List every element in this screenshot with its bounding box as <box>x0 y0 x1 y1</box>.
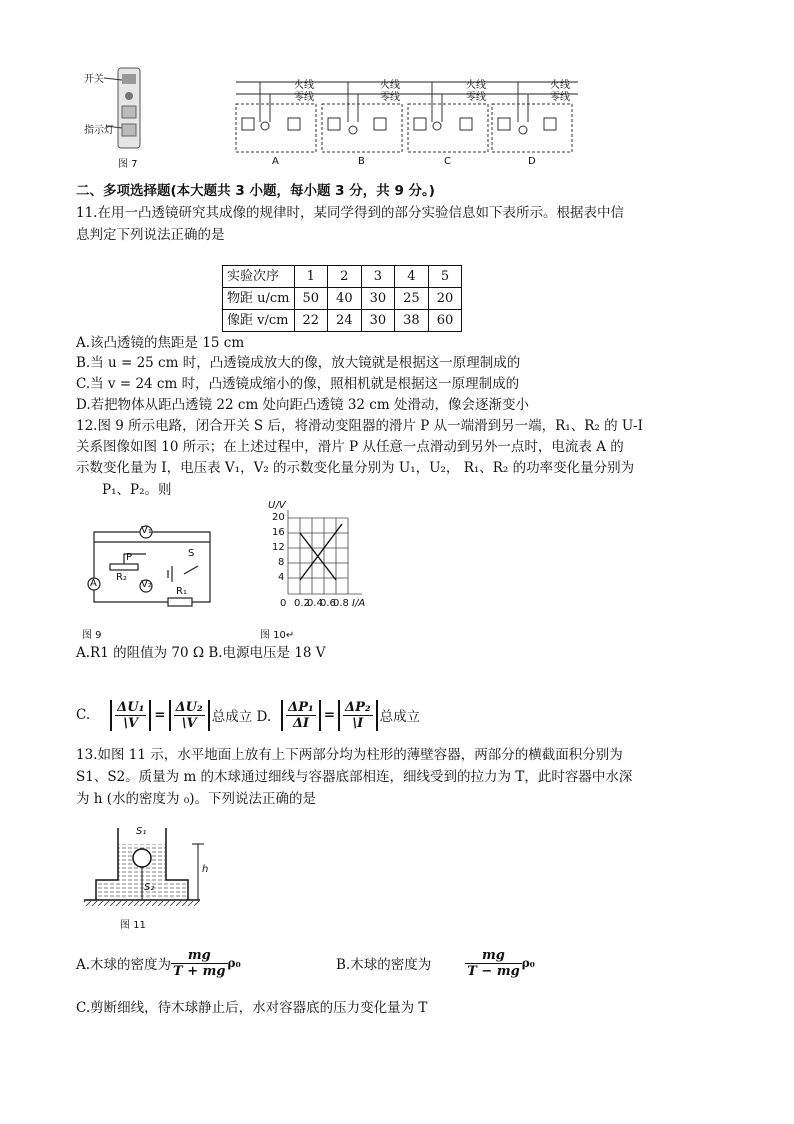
neutral-wire-label: 零线 <box>550 92 570 103</box>
abs-fraction <box>281 700 321 731</box>
rho-symbol: ρ₀ <box>227 956 241 970</box>
q11-option-d: D.若把物体从距凸透镜 22 cm 处向距凸透镜 32 cm 处滑动，像会逐渐变小 <box>76 397 529 413</box>
option-label: B <box>358 156 365 167</box>
x-axis-label: I/A <box>352 598 366 609</box>
q11-stem-line-2: 息判定下列说法正确的是 <box>76 227 225 243</box>
option-c-suffix: 总成立 D. <box>211 709 272 725</box>
q12-stem-line-3: 示数变化量为 I，电压表 V₁，V₂ 的示数变化量分别为 U₁，U₂， R₁、R₂ 的功率变化量分别为 <box>76 460 635 476</box>
denominator: T − mg <box>467 963 520 979</box>
r2-label: R₂ <box>116 572 127 583</box>
q11-stem-line-1: 11.在用一凸透镜研究其成像的规律时，某同学得到的部分实验信息如下表所示。根据表中信 <box>76 205 624 221</box>
table-cell: 4 <box>395 266 429 288</box>
q13-stem-line-3: 为 h (水的密度为 ₀)。下列说法正确的是 <box>76 791 317 807</box>
s2-label: S₂ <box>144 882 155 893</box>
table-cell: 24 <box>328 310 362 332</box>
table-cell: 像距 v/cm <box>223 310 295 332</box>
table-cell: 实验次序 <box>223 266 295 288</box>
wiring-option-a <box>232 76 324 168</box>
option-label: C <box>444 156 451 167</box>
option-c-label: C. <box>76 707 91 723</box>
neutral-wire-label: 零线 <box>380 92 400 103</box>
ammeter-label: A <box>90 578 97 589</box>
wiring-option-c <box>404 76 496 168</box>
option-label: A <box>272 156 279 167</box>
tick-label: 12 <box>272 542 285 553</box>
table-cell: 50 <box>294 288 328 310</box>
q13-option-b <box>336 940 535 986</box>
switch-s-label: S <box>188 548 195 559</box>
table-cell: 3 <box>361 266 395 288</box>
h-label: h <box>202 864 209 875</box>
slider-p-label: P <box>126 552 133 563</box>
density-fraction <box>171 948 227 979</box>
y-axis-label: U/V <box>268 500 286 511</box>
table-cell: 30 <box>361 310 395 332</box>
live-wire-label: 火线 <box>466 80 486 91</box>
indicator-label: 指示灯 <box>84 125 114 136</box>
table-row <box>223 310 462 332</box>
q13-option-c: C.剪断细线，待木球静止后，水对容器底的压力变化量为 T <box>76 1000 428 1016</box>
table-cell: 38 <box>395 310 429 332</box>
numerator: ΔP₂ <box>345 699 371 715</box>
denominator: \V <box>181 715 197 731</box>
q12-option-ab: A.R1 的阻值为 70 Ω B.电源电压是 18 V <box>76 645 326 661</box>
figure-7-power-strip <box>84 66 154 170</box>
tick-label: 0.4 <box>307 598 323 609</box>
table-cell: 25 <box>395 288 429 310</box>
q13-option-a <box>76 940 241 986</box>
table-row <box>223 288 462 310</box>
numerator: ΔU₂ <box>175 699 203 715</box>
table-row <box>223 266 462 288</box>
q12-stem-line-2: 关系图像如图 10 所示；在上述过程中，滑片 P 从任意一点滑动到另外一点时，电流表 A 的 <box>76 439 624 455</box>
tick-label: 8 <box>278 557 285 568</box>
lens-data-table <box>222 265 462 332</box>
abs-fraction <box>338 700 378 731</box>
tick-label: 0.6 <box>320 598 336 609</box>
tick-label: 0.2 <box>294 598 310 609</box>
tick-label: 4 <box>278 572 285 583</box>
equals-sign: = <box>154 707 166 723</box>
switch-label: 开关 <box>84 74 104 85</box>
option-b-prefix: B.木球的密度为 <box>336 957 432 973</box>
section-title: 二、多项选择题(本大题共 3 小题，每小题 3 分，共 9 分。) <box>76 183 435 199</box>
neutral-wire-label: 零线 <box>466 92 486 103</box>
table-cell: 30 <box>361 288 395 310</box>
figure-9-caption: 图 9 <box>82 630 102 641</box>
table-cell: 物距 u/cm <box>223 288 295 310</box>
live-wire-label: 火线 <box>380 80 400 91</box>
table-cell: 40 <box>328 288 362 310</box>
figure-10-caption: 图 10↵ <box>260 630 295 641</box>
numerator: mg <box>171 948 227 964</box>
denominator: T + mg <box>173 963 226 979</box>
v2-label: V₂ <box>141 579 152 590</box>
table-cell: 22 <box>294 310 328 332</box>
denominator: \V <box>123 715 139 731</box>
option-d-suffix: 总成立 <box>379 709 421 725</box>
numerator: ΔP₁ <box>288 699 314 715</box>
q11-option-b: B.当 u = 25 cm 时，凸透镜成放大的像，放大镜就是根据这一原理制成的 <box>76 355 521 371</box>
live-wire-label: 火线 <box>550 80 570 91</box>
q12-option-cd <box>76 690 420 740</box>
wiring-option-d <box>488 76 580 168</box>
wiring-option-b <box>318 76 410 168</box>
numerator: mg <box>465 948 521 964</box>
tick-label: 20 <box>272 512 285 523</box>
denominator: \I <box>352 715 364 731</box>
figure-10-ui-graph <box>258 500 378 640</box>
r1-label: R₁ <box>176 586 187 597</box>
figure-9-circuit <box>80 518 220 640</box>
table-cell: 2 <box>328 266 362 288</box>
neutral-wire-label: 零线 <box>294 92 314 103</box>
table-cell: 20 <box>428 288 462 310</box>
option-label: D <box>528 156 536 167</box>
q12-stem-line-4: P₁、P₂。则 <box>102 482 172 498</box>
q11-option-c: C.当 v = 24 cm 时，凸透镜成缩小的像，照相机就是根据这一原理制成的 <box>76 376 520 392</box>
table-cell: 5 <box>428 266 462 288</box>
denominator: ΔI <box>292 715 309 731</box>
table-cell: 1 <box>294 266 328 288</box>
abs-fraction <box>169 700 210 731</box>
density-fraction <box>465 948 521 979</box>
tick-label: 16 <box>272 527 285 538</box>
table-cell: 60 <box>428 310 462 332</box>
option-a-prefix: A.木球的密度为 <box>76 957 172 973</box>
q12-stem-line-1: 12.图 9 所示电路，闭合开关 S 后，将滑动变阻器的滑片 P 从一端滑到另一端，R₁、R₂ 的 U-I <box>76 418 643 434</box>
tick-label: 0 <box>280 598 287 609</box>
figure-11-container <box>80 822 230 932</box>
v1-label: V₁ <box>141 525 152 536</box>
abs-fraction <box>110 700 151 731</box>
live-wire-label: 火线 <box>294 80 314 91</box>
s1-label: S₁ <box>136 826 147 837</box>
q11-option-a: A.该凸透镜的焦距是 15 cm <box>76 335 245 351</box>
q13-stem-line-1: 13.如图 11 示，水平地面上放有上下两部分均为柱形的薄壁容器，两部分的横截面积分别为 <box>76 747 623 763</box>
figure-7-caption: 图 7 <box>118 159 138 170</box>
figure-11-caption: 图 11 <box>120 920 146 931</box>
rho-symbol: ρ₀ <box>521 956 535 970</box>
equals-sign: = <box>323 707 336 723</box>
q13-stem-line-2: S1、S2。质量为 m 的木球通过细线与容器底部相连，细线受到的拉力为 T，此时容器中水深 <box>76 769 633 785</box>
tick-label: 0.8 <box>333 598 349 609</box>
numerator: ΔU₁ <box>117 699 145 715</box>
